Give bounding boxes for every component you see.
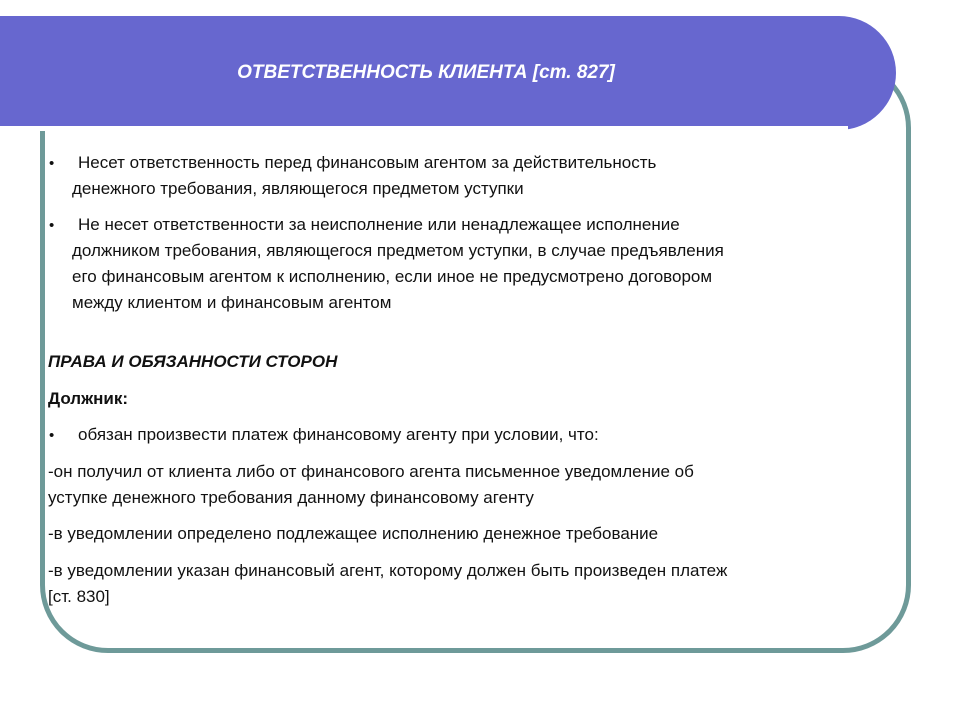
block2-line1: Не несет ответственности за неисполнение или ненадлежащее исполнение — [78, 215, 680, 234]
debtor-label: Должник: — [48, 389, 129, 408]
condition3-line2: [ст. 830] — [48, 587, 110, 606]
debtor-obligation: обязан произвести платеж финансовому агенту при условии, что: — [78, 425, 599, 444]
condition1-line2: уступке денежного требования данному финансовому агенту — [48, 488, 534, 507]
slide-title: ОТВЕТСТВЕННОСТЬ КЛИЕНТА [ст. 827] — [237, 62, 615, 83]
condition2-line1: -в уведомлении определено подлежащее исполнению денежное требование — [48, 524, 659, 543]
condition1-line1: -он получил от клиента либо от финансового агента письменное уведомление об — [48, 462, 694, 481]
condition3-line1: -в уведомлении указан финансовый агент, которому должен быть произведен платеж — [48, 561, 728, 580]
block2-line3: его финансовым агентом к исполнению, если иное не предусмотрено договором — [72, 267, 713, 286]
bullet-icon: • — [49, 427, 55, 444]
bullet-icon: • — [49, 217, 55, 234]
section-heading: ПРАВА И ОБЯЗАННОСТИ СТОРОН — [48, 352, 338, 371]
block1-line1: Несет ответственность перед финансовым агентом за действительность — [78, 153, 657, 172]
block2-line2: должником требования, являющегося предметом уступки, в случае предъявления — [72, 241, 724, 260]
bullet-icon: • — [49, 155, 55, 172]
block2-line4: между клиентом и финансовым агентом — [72, 293, 392, 312]
block1-line2: денежного требования, являющегося предметом уступки — [72, 179, 524, 198]
